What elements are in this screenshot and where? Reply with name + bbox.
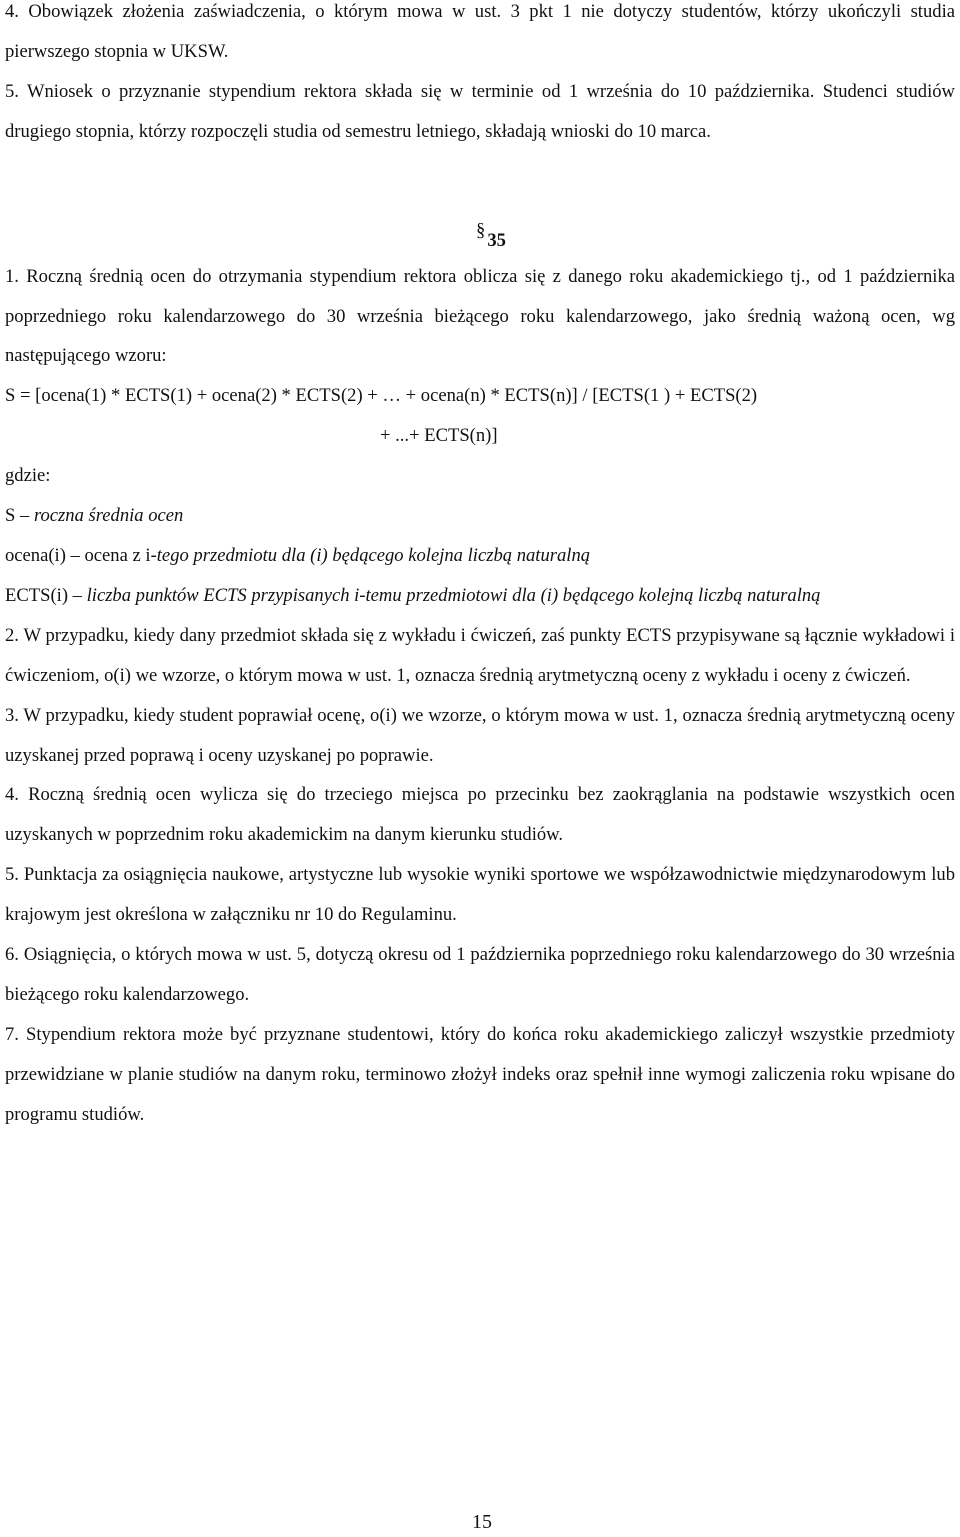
- section35-ust-2: 2. W przypadku, kiedy dany przedmiot składa się z wykładu i ćwiczeń, zaś punkty ECTS przypisywane są łącznie wykładowi i ćwiczeniom, o(i) we wzorze, o którym mowa w ust. 1, oznacza średnią arytmetyczną oceny z wykładu i oceny z ćwiczeń.: [5, 624, 955, 686]
- section-sign-icon: §: [476, 219, 486, 241]
- definition-s-text: – roczna średnia ocen: [15, 505, 184, 527]
- document-body: [5, 0, 955, 1135]
- section35-ust-5: 5. Punktacja za osiągnięcia naukowe, artystyczne lub wysokie wyniki sportowe we współzawodnictwie międzynarodowym lub krajowym jest określona w załączniku nr 10 do Regulaminu.: [5, 864, 955, 926]
- page-number: 15: [472, 1511, 492, 1533]
- section35-ust-6: 6. Osiągnięcia, o których mowa w ust. 5, dotyczą okresu od 1 października poprzedniego roku kalendarzowego do 30 września bieżącego roku kalendarzowego.: [5, 944, 955, 1005]
- section35-ust-7: 7. Stypendium rektora może być przyznane studentowi, który do końca roku akademickiego zaliczył wszystkie przedmioty przewidziane w planie studiów na danym roku, terminowo złożył indeks oraz spełnił inne wymogi zaliczenia roku wpisane do programu studiów.: [5, 1023, 955, 1125]
- section-spacer: [5, 152, 955, 225]
- definition-ects-symbol: ECTS(i): [5, 584, 69, 606]
- section35-ust-1: 1. Roczną średnią ocen do otrzymania stypendium rektora oblicza się z danego roku akademickiego tj., od 1 października poprzedniego roku kalendarzowego do 30 września bieżącego roku kalendarzowego, jako średnią ważoną ocen, wg następującego wzoru:: [5, 265, 955, 367]
- paragraph-ust-4: 4. Obowiązek złożenia zaświadczenia, o którym mowa w ust. 3 pkt 1 nie dotyczy studentów, którzy ukończyli studia pierwszego stopnia w UKSW.: [5, 1, 955, 62]
- definition-ects-text: – liczba punktów ECTS przypisanych i-temu przedmiotowi dla (i) będącego kolejną liczbą naturalną: [68, 584, 821, 606]
- paragraph-ust-5: 5. Wniosek o przyznanie stypendium rektora składa się w terminie od 1 września do 10 października. Studenci studiów drugiego stopnia, którzy rozpoczęli studia od semestru letniego, składają wnioski do 10 marca.: [5, 80, 955, 142]
- section35-ust-4: 4. Roczną średnią ocen wylicza się do trzeciego miejsca po przecinku bez zaokrąglania na podstawie wszystkich ocen uzyskanych w poprzednim roku akademickim na danym kierunku studiów.: [5, 784, 955, 846]
- where-label: gdzie:: [5, 465, 51, 487]
- definition-ocena: [5, 536, 955, 576]
- section-number: 35: [487, 229, 506, 251]
- definition-ocena-text: -tego przedmiotu dla (i) będącego kolejna liczbą naturalną: [150, 544, 591, 566]
- section-heading: [5, 219, 955, 257]
- formula-line-1: S = [ocena(1) * ECTS(1) + ocena(2) * ECTS(2) + … + ocena(n) * ECTS(n)] / [ECTS(1 ) + ECTS(2): [5, 385, 758, 407]
- definition-ocena-symbol: ocena(i) – ocena z i: [5, 544, 151, 566]
- formula-line-2: + ...+ ECTS(n)]: [380, 425, 498, 447]
- section35-ust-3: 3. W przypadku, kiedy student poprawiał ocenę, o(i) we wzorze, o którym mowa w ust. 1, oznacza średnią arytmetyczną oceny uzyskanej przed poprawą i oceny uzyskanej po poprawie.: [5, 704, 955, 766]
- definition-ects: [5, 576, 955, 616]
- definition-s-symbol: S: [5, 505, 16, 527]
- definition-s: [5, 496, 955, 536]
